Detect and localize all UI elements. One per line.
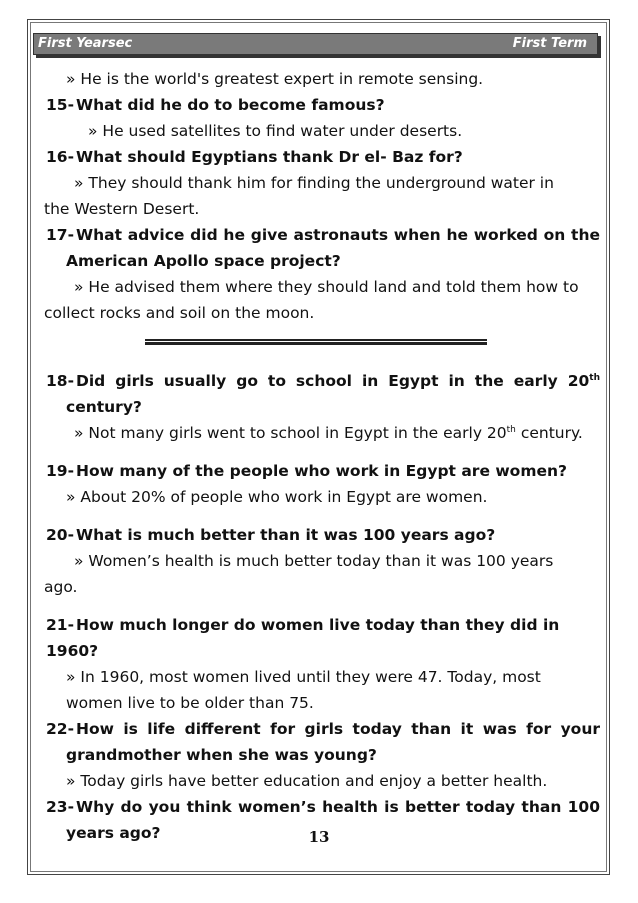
answer-15: » He used satellites to find water under deserts. bbox=[88, 122, 463, 140]
answer-17-line-2: collect rocks and soil on the moon. bbox=[44, 304, 315, 322]
question-text: Why do you think women’s health is better today than 100 bbox=[76, 798, 600, 816]
question-15 bbox=[46, 92, 600, 118]
question-18-line-1 bbox=[46, 368, 600, 394]
question-23-line-1 bbox=[46, 794, 600, 820]
question-22-line-1 bbox=[46, 716, 600, 742]
answer-14-cont: » He is the world's greatest expert in remote sensing. bbox=[66, 70, 484, 88]
answer-text: » Not many girls went to school in Egypt in the early 20 bbox=[74, 424, 507, 442]
answer-21-line-1: » In 1960, most women lived until they were 47. Today, most bbox=[66, 668, 541, 686]
question-text: What should Egyptians thank Dr el- Baz for? bbox=[76, 148, 463, 166]
question-number: 15- bbox=[46, 96, 75, 114]
superscript: th bbox=[589, 372, 600, 383]
question-number: 22- bbox=[46, 720, 75, 738]
question-20 bbox=[46, 522, 600, 548]
question-text: How is life different for girls today than it was for your bbox=[76, 720, 600, 738]
page-content bbox=[46, 66, 600, 326]
answer-16-line-2: the Western Desert. bbox=[44, 200, 200, 218]
question-text: What advice did he give astronauts when he worked on the bbox=[76, 226, 600, 244]
question-text: Did girls usually go to school in Egypt in the early 20 bbox=[76, 372, 590, 390]
answer-22: » Today girls have better education and enjoy a better health. bbox=[66, 772, 548, 790]
question-22-line-2: grandmother when she was young? bbox=[66, 746, 377, 764]
question-21 bbox=[46, 612, 600, 664]
question-number: 16- bbox=[46, 148, 75, 166]
question-number: 17- bbox=[46, 226, 75, 244]
answer-19: » About 20% of people who work in Egypt are women. bbox=[66, 488, 488, 506]
question-16 bbox=[46, 144, 600, 170]
answer-18 bbox=[46, 420, 600, 446]
question-17-line-1 bbox=[46, 222, 600, 248]
question-23-line-2: years ago? bbox=[66, 824, 161, 842]
question-17-line-2: American Apollo space project? bbox=[66, 252, 341, 270]
answer-17-line-1: » He advised them where they should land and told them how to bbox=[74, 278, 579, 296]
header-left: First Yearsec bbox=[38, 36, 133, 51]
question-text: How much longer do women live today than they did in 1960? bbox=[46, 616, 560, 660]
question-number: 21- bbox=[46, 616, 75, 634]
header-right: First Term bbox=[512, 36, 587, 51]
answer-20-line-1: » Women’s health is much better today than it was 100 years bbox=[74, 552, 554, 570]
question-number: 19- bbox=[46, 462, 75, 480]
answer-text-end: century. bbox=[515, 424, 583, 442]
question-number: 23- bbox=[46, 798, 75, 816]
question-text: What did he do to become famous? bbox=[76, 96, 385, 114]
question-text: What is much better than it was 100 years ago? bbox=[76, 526, 496, 544]
question-text: How many of the people who work in Egypt are women? bbox=[76, 462, 568, 480]
answer-21-line-2: women live to be older than 75. bbox=[66, 694, 314, 712]
answer-20-line-2: ago. bbox=[44, 578, 78, 596]
question-number: 20- bbox=[46, 526, 75, 544]
page-number: 13 bbox=[308, 828, 330, 846]
page-content-2 bbox=[46, 368, 600, 846]
question-number: 18- bbox=[46, 372, 75, 390]
question-19 bbox=[46, 458, 600, 484]
section-divider bbox=[145, 339, 487, 345]
superscript: th bbox=[506, 424, 516, 435]
answer-16-line-1: » They should thank him for finding the underground water in bbox=[74, 174, 554, 192]
question-18-line-2: century? bbox=[66, 398, 142, 416]
page-header bbox=[33, 33, 598, 55]
